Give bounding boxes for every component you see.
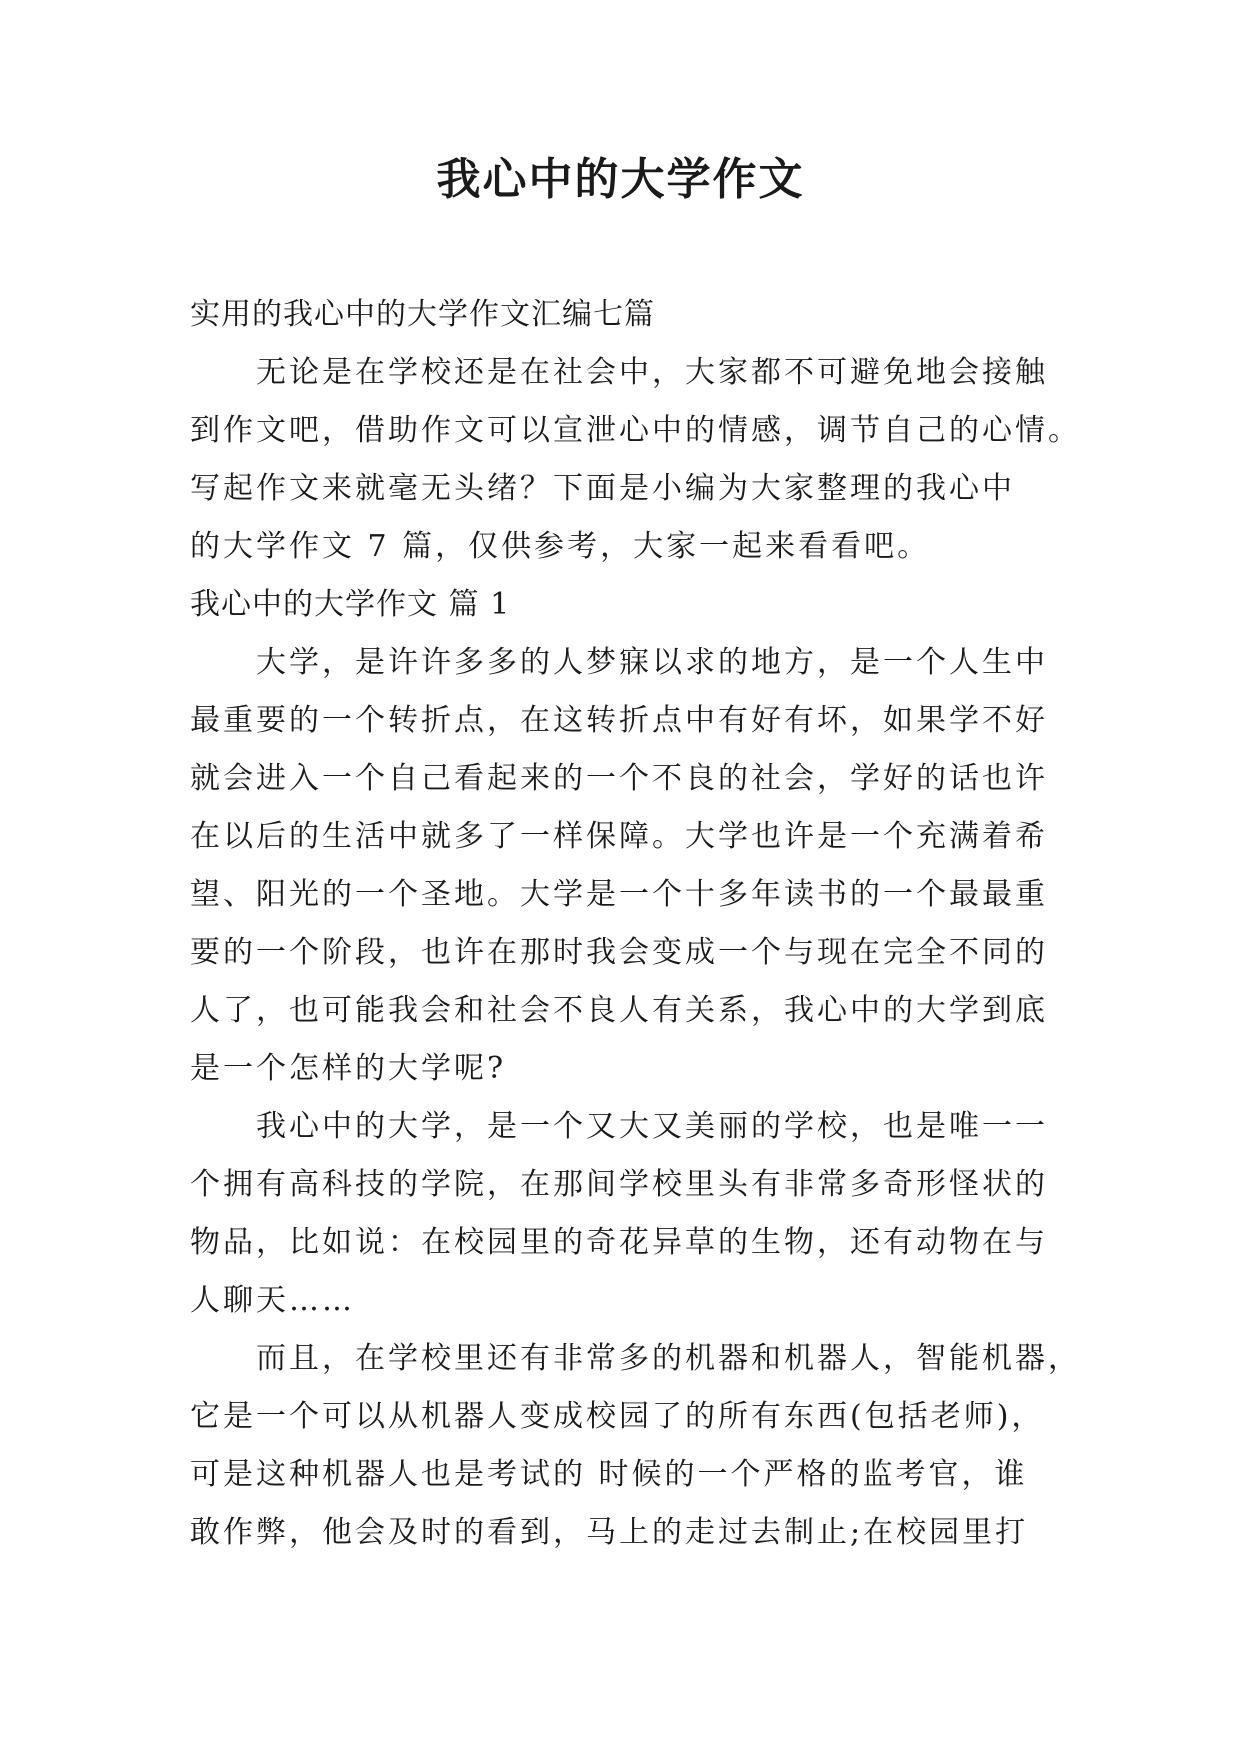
text-line: 到作文吧，借助作文可以宣泄心中的情感，调节自己的心情。	[190, 413, 1081, 448]
section-heading: 实用的我心中的大学作文汇编七篇	[190, 297, 655, 332]
text-line: 它是一个可以从机器人变成校园了的所有东西(包括老师)，	[190, 1399, 1045, 1434]
text-line: 人了，也可能我会和社会不良人有关系，我心中的大学到底	[190, 993, 1048, 1028]
text-line: 物品，比如说：在校园里的奇花异草的生物，还有动物在与	[190, 1225, 1048, 1260]
text-line: 可是这种机器人也是考试的 时候的一个严格的监考官，谁	[190, 1457, 1028, 1492]
text-line: 的大学作文 7 篇，仅供参考，大家一起来看看吧。	[190, 529, 931, 564]
text-line: 我心中的大学，是一个又大又美丽的学校，也是唯一一	[256, 1109, 1048, 1144]
text-line: 要的一个阶段，也许在那时我会变成一个与现在完全不同的	[190, 935, 1048, 970]
text-line: 无论是在学校还是在社会中，大家都不可避免地会接触	[256, 355, 1048, 390]
text-line: 就会进入一个自己看起来的一个不良的社会，学好的话也许	[190, 761, 1048, 796]
text-line: 写起作文来就毫无头绪？下面是小编为大家整理的我心中	[190, 471, 1015, 506]
document-body	[190, 286, 1081, 1562]
text-line: 而且，在学校里还有非常多的机器和机器人，智能机器，	[256, 1341, 1081, 1376]
document-title: 我心中的大学作文	[436, 154, 805, 205]
text-line: 望、阳光的一个圣地。大学是一个十多年读书的一个最最重	[190, 877, 1048, 912]
text-line: 敢作弊，他会及时的看到，马上的走过去制止;在校园里打	[190, 1515, 1029, 1550]
text-line: 人聊天……	[190, 1283, 355, 1318]
text-line: 个拥有高科技的学院，在那间学校里头有非常多奇形怪状的	[190, 1167, 1048, 1202]
section-heading: 我心中的大学作文 篇 1	[190, 587, 511, 622]
text-line: 最重要的一个转折点，在这转折点中有好有坏，如果学不好	[190, 703, 1048, 738]
text-line: 在以后的生活中就多了一样保障。大学也许是一个充满着希	[190, 819, 1048, 854]
text-line: 大学，是许许多多的人梦寐以求的地方，是一个人生中	[256, 645, 1048, 680]
text-line: 是一个怎样的大学呢?	[190, 1051, 507, 1086]
